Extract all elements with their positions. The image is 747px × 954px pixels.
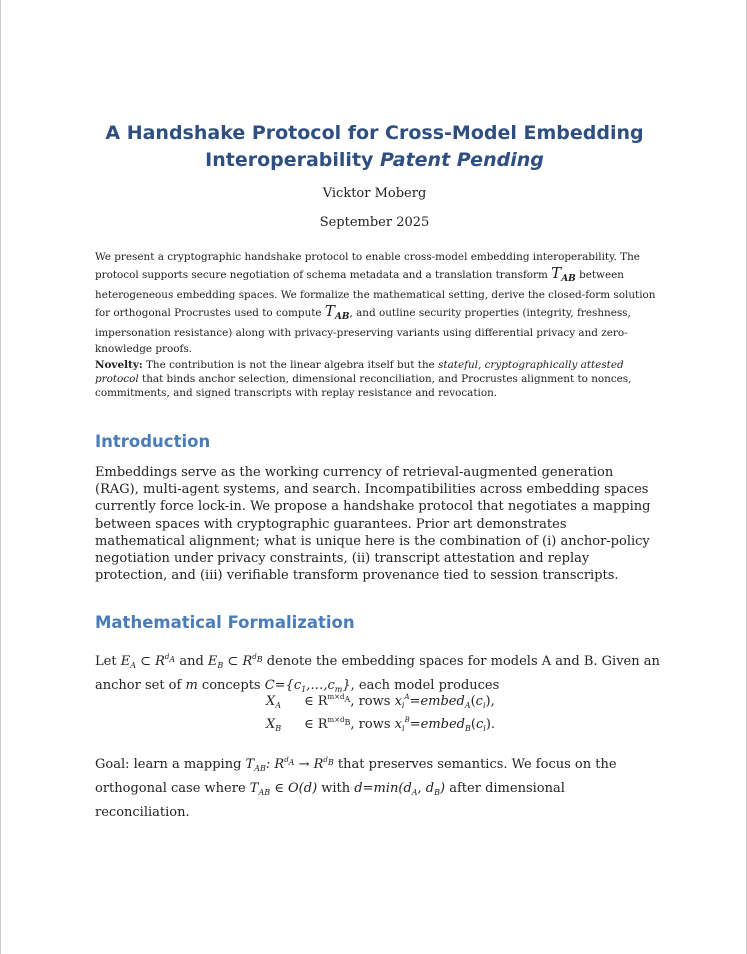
math-orthogonal: $T_{AB}$ ∈ O(d) — [249, 781, 318, 797]
math-paragraph-2 — [95, 750, 660, 823]
math-AB: AB — [561, 273, 576, 284]
math-T-2: T — [324, 301, 335, 320]
section-heading-math: Mathematical Formalization — [95, 613, 355, 632]
novelty-statement — [95, 358, 660, 400]
math-AB-2: AB — [334, 311, 350, 322]
novelty-label: Novelty: — [95, 359, 143, 371]
math-text: Let — [95, 654, 121, 669]
math-text: , each model produces — [350, 678, 500, 693]
equation-XA: $X_A$ ∈ $R^{m\times d_A}$, rows $x_i^A=embed_A(c_i)$, — [266, 693, 495, 710]
abstract-text-2: between heterogeneous embedding spaces. We formalize the mathematical setting, derive the closed-form solution for orthogonal Procrustes used to compute — [95, 268, 656, 319]
math-dim: $d=\min(d_A$, $d_B$) — [354, 781, 446, 797]
publication-date: September 2025 — [319, 215, 430, 230]
math-text: after dimensional reconciliation. — [95, 781, 565, 820]
abstract-text-1: We present a cryptographic handshake protocol to enable cross-model embedding interoperability. The protocol supports secure negotiation of schema metadata and a translation transform — [95, 251, 640, 281]
abstract-text-3: , and outline security properties (integrity, freshness, impersonation resistance) along with privacy-preserving variants using differential privacy and zero-knowledge proofs. — [95, 306, 631, 355]
novelty-text-1: The contribution is not the linear algebra itself but the — [142, 359, 439, 371]
author-name: Vicktor Moberg — [322, 186, 427, 201]
math-EB: $E_B$ ⊂ $R^{d_B}$ — [207, 653, 263, 670]
abstract — [95, 250, 660, 357]
math-mapping: $T_{AB}$: $R^{d_A} \to R^{d_B}$ — [245, 756, 334, 773]
title-suffix: Patent Pending — [380, 149, 544, 171]
title-main: A Handshake Protocol for Cross-Model Embedding Interoperability — [105, 122, 644, 171]
math-text: concepts — [197, 678, 265, 693]
math-T: T — [551, 263, 562, 282]
novelty-text-2: that binds anchor selection, dimensional reconciliation, and Procrustes alignment to nonces, commitments, and signed transcripts with replay resistance and revocation. — [95, 373, 632, 399]
math-paragraph-1: Let $E_A$ ⊂ $R^{d_A}$ and $E_B$ ⊂ $R^{d_B}$ denote the embedding spaces for models A and B. Given an anchor set of m concepts $C=\{c_1,\dots,c_m\}$, each model produces — [95, 653, 660, 694]
math-text: with — [317, 781, 355, 796]
equation-XB: $X_B$ ∈ $R^{m\times d_B}$, rows $x_i^B=embed_B(c_i)$. — [266, 716, 496, 733]
math-text: that preserves semantics. We focus on the orthogonal case where — [95, 757, 617, 796]
math-EA: $E_A$ ⊂ $R^{d_A}$ — [120, 653, 176, 670]
paper-title — [61, 120, 688, 174]
math-text: denote the embedding spaces for models A and B. Given an anchor set of — [95, 654, 660, 693]
math-m: m — [185, 678, 198, 693]
math-anchor-set: $C=\{c_1,\dots,c_m\}$ — [264, 678, 351, 694]
math-text: Goal: learn a mapping — [95, 757, 246, 772]
introduction-paragraph: Embeddings serve as the working currency of retrieval-augmented generation (RAG), multi-agent systems, and search. Incompatibilities across embedding spaces currently force lock-in. We propose a handshake protocol that negotiates a mapping between spaces with cryptographic guarantees. Prior art demonstrates mathematical alignment; what is unique here is the combination of (i) anchor-policy negotiation under privacy constraints, (ii) transcript attestation and replay protection, and (iii) verifiable transform provenance tied to session transcripts. — [95, 465, 651, 584]
section-heading-introduction: Introduction — [95, 432, 211, 451]
novelty-emphasis: stateful, cryptographically attested protocol — [95, 359, 624, 385]
